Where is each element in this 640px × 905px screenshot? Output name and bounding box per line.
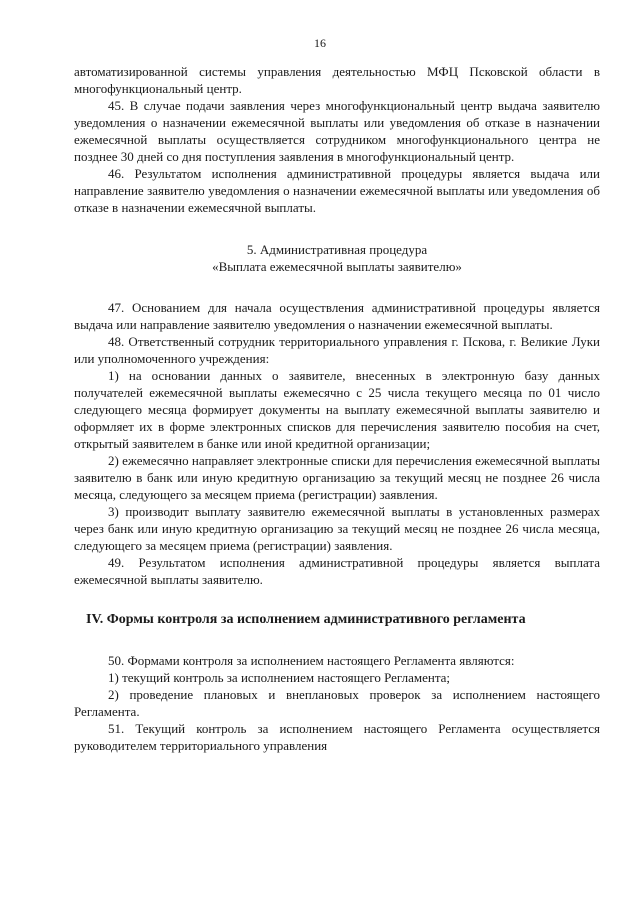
- procedure-heading-title: «Выплата ежемесячной выплаты заявителю»: [212, 259, 462, 274]
- document-body: [74, 63, 600, 754]
- paragraph-continuation: автоматизированной системы управления деятельностью МФЦ Псковской области в многофункциональный центр.: [74, 64, 600, 96]
- paragraph-45: 45. В случае подачи заявления через многофункциональный центр выдача заявителю уведомления о назначении ежемесячной выплаты или уведомления об отказе в назначении ежемесячной выплаты осуществляется сотрудником многофункционального центра не позднее 30 дней со дня поступления заявления в многофункциональный центр.: [74, 98, 600, 164]
- paragraph-46: 46. Результатом исполнения административной процедуры является выдача или направление заявителю уведомления о назначении ежемесячной выплаты или уведомления об отказе в назначении ежемесячной выплаты.: [74, 166, 600, 215]
- paragraph-50: 50. Формами контроля за исполнением настоящего Регламента являются:: [108, 653, 515, 668]
- procedure-heading-number: 5. Административная процедура: [246, 242, 428, 257]
- paragraph-50-item-2: 2) проведение плановых и внеплановых проверок за исполнением настоящего Регламента.: [74, 687, 600, 719]
- paragraph-50-item-1: 1) текущий контроль за исполнением настоящего Регламента;: [108, 670, 451, 685]
- paragraph-49: 49. Результатом исполнения административной процедуры является выплата ежемесячной выплаты заявителю.: [74, 555, 600, 587]
- page-number: 16: [314, 36, 326, 50]
- paragraph-48-item-3: 3) производит выплату заявителю ежемесячной выплаты в установленных размерах через банк или иную кредитную организацию за текущий месяц не позднее 26 числа месяца, следующего за месяцем приема (регистрации) заявления.: [74, 504, 600, 553]
- paragraph-51: 51. Текущий контроль за исполнением настоящего Регламента осуществляется руководителем территориального управления: [74, 721, 600, 753]
- paragraph-48-item-2: 2) ежемесячно направляет электронные списки для перечисления ежемесячной выплаты заявителю в банк или иную кредитную организацию за текущий месяц не позднее 26 числа месяца, следующего за месяцем приема (регистрации) заявления.: [74, 453, 600, 502]
- paragraph-48-item-1: 1) на основании данных о заявителе, внесенных в электронную базу данных получателей ежемесячной выплаты ежемесячно с 25 числа текущего месяца по 01 число следующего месяца формирует документы на выплату ежемесячной выплаты заявителю и оформляет их в форме электронных списков для перечисления заявителю пособия на счет, открытый заявителем в банке или иной кредитной организации;: [74, 368, 600, 451]
- paragraph-48: 48. Ответственный сотрудник территориального управления г. Пскова, г. Великие Луки или уполномоченного учреждения:: [74, 334, 600, 366]
- section-heading: IV. Формы контроля за исполнением административного регламента: [86, 612, 526, 627]
- paragraph-47: 47. Основанием для начала осуществления административной процедуры является выдача или направление заявителю уведомления о назначении ежемесячной выплаты.: [74, 300, 600, 332]
